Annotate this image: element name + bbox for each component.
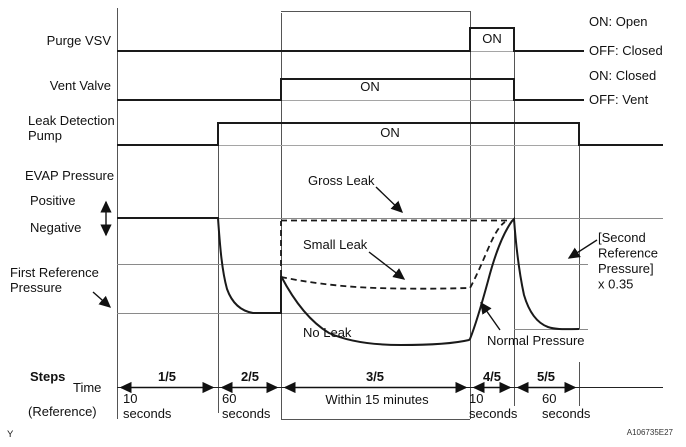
normal-pressure-label: Normal Pressure — [487, 333, 585, 348]
pump-on-label: ON — [380, 125, 400, 140]
steps-label: Steps — [30, 369, 66, 384]
purge-vsv-label: Purge VSV — [46, 33, 111, 48]
second-reference-label-line1: [Second — [598, 230, 646, 245]
annotation-arrows — [93, 187, 597, 330]
second-reference-label-line4: x 0.35 — [598, 276, 634, 292]
step-4-time-unit: seconds — [469, 406, 518, 421]
leak-pump-label-line2: Pump — [28, 128, 62, 143]
second-reference-arrow — [569, 240, 597, 258]
small-leak-arrow — [369, 252, 404, 279]
footer — [7, 428, 674, 440]
step-4-label: 4/5 — [482, 369, 502, 384]
row-labels — [10, 33, 115, 295]
no-leak-label: No Leak — [303, 325, 352, 340]
time-label: Time — [73, 380, 102, 395]
first-reference-label-line2: Pressure — [10, 280, 63, 295]
figure-code: A106735E27 — [626, 428, 673, 437]
positive-label: Positive — [30, 193, 76, 208]
footer-y-marker: Y — [7, 429, 14, 440]
vent-valve-label: Vent Valve — [49, 78, 111, 93]
evap-pressure-label: EVAP Pressure — [25, 168, 115, 183]
step-1-label: 1/5 — [157, 369, 177, 384]
step-5-time-value: 60 — [542, 391, 557, 406]
step-3-time-value: Within 15 minutes — [325, 392, 429, 407]
leak-pump-label-line1: Leak Detection — [28, 113, 115, 128]
curve-annotations — [303, 173, 658, 348]
axis-labels — [28, 369, 591, 421]
step-3-label: 3/5 — [365, 369, 385, 384]
step-2-time-unit: seconds — [222, 406, 271, 421]
gross-leak-arrow — [376, 187, 402, 212]
normal-pressure-arrow — [481, 303, 500, 330]
small-leak-label: Small Leak — [303, 237, 368, 252]
step-2-label: 2/5 — [240, 369, 260, 384]
vent-legend-off: OFF: Vent — [589, 92, 649, 107]
gross-leak-label: Gross Leak — [308, 173, 375, 188]
section-boundaries — [118, 8, 580, 420]
second-reference-label-line3: Pressure] — [598, 261, 654, 276]
step-1-time-unit: seconds — [123, 406, 172, 421]
first-reference-label-line1: First Reference — [10, 265, 99, 280]
purge-vsv-trace — [117, 28, 584, 51]
step-1-time-value: 10 — [123, 391, 138, 406]
purge-legend-on: ON: Open — [589, 14, 648, 29]
vent-on-label: ON — [360, 79, 380, 94]
state-legends — [589, 14, 663, 107]
step-5-time-unit: seconds — [542, 406, 591, 421]
reference-label: (Reference) — [28, 404, 97, 419]
small-leak-trace — [281, 222, 505, 289]
step-4-time-value: 10 — [469, 391, 484, 406]
second-reference-label-line2: Reference — [598, 245, 658, 261]
negative-label: Negative — [30, 220, 82, 235]
first-reference-arrow — [93, 292, 110, 307]
step-5-label: 5/5 — [536, 369, 556, 384]
purge-legend-off: OFF: Closed — [589, 43, 663, 58]
signal-traces — [117, 28, 663, 345]
vent-legend-on: ON: Closed — [589, 68, 657, 83]
step-2-time-value: 60 — [222, 391, 237, 406]
purge-on-label: ON — [482, 31, 502, 46]
vent-valve-trace — [117, 79, 584, 100]
